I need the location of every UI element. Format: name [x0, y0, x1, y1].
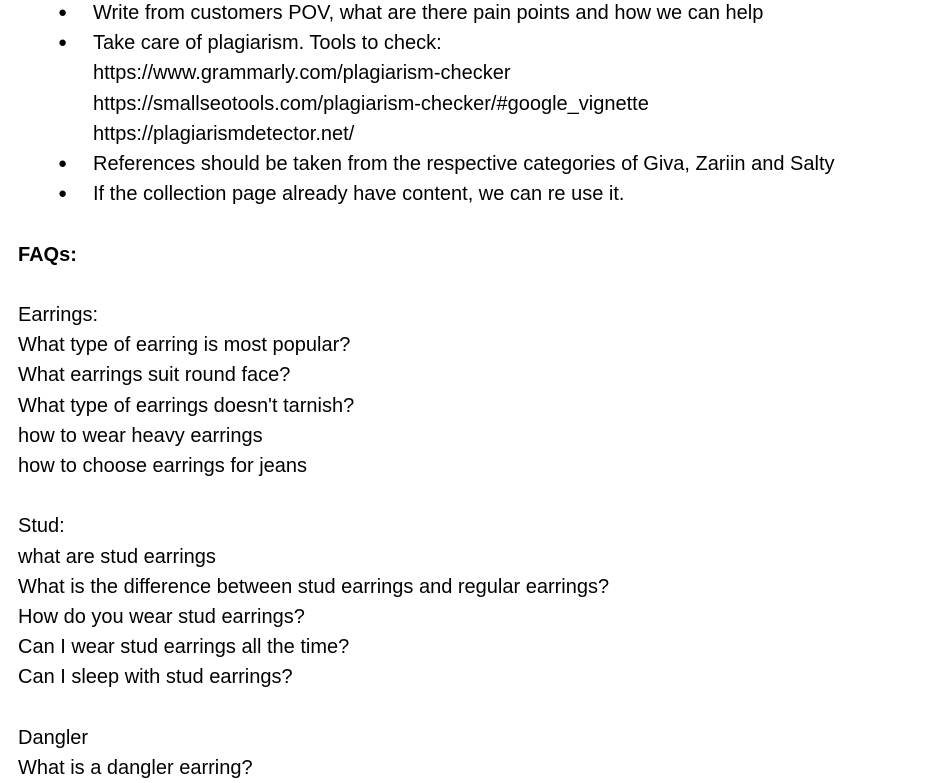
faq-question: Can I wear stud earrings all the time? [18, 636, 350, 659]
faq-question: What type of earring is most popular? [18, 334, 351, 357]
faq-question: What is the difference between stud earrings and regular earrings? [18, 575, 610, 598]
section-heading: Earrings: [18, 304, 99, 326]
section-heading: Dangler [18, 726, 89, 749]
list-item-text: References should be taken from the respective categories of Giva, Zariin and Salty [93, 153, 835, 176]
bullet-icon: ● [58, 155, 68, 173]
list-item [18, 28, 952, 149]
list-item [18, 179, 952, 209]
spacer [18, 209, 952, 239]
faq-question: what are stud earrings [18, 545, 216, 568]
faq-question: How do you wear stud earrings? [18, 606, 305, 629]
faq-question: Can I sleep with stud earrings? [18, 666, 293, 689]
faq-question: What is a dangler earring? [18, 757, 253, 780]
list-item-text: If the collection page already have content, we can re use it. [93, 183, 625, 206]
spacer [18, 270, 952, 300]
faqs-heading: FAQs: [18, 243, 77, 266]
faq-section-stud [18, 511, 952, 692]
faq-question: What earrings suit round face? [18, 364, 291, 387]
section-heading: Stud: [18, 515, 65, 538]
bullet-icon: ● [58, 185, 68, 203]
plagiarismdetector-link[interactable]: https://plagiarismdetector.net/ [93, 122, 355, 145]
list-item [18, 149, 952, 179]
document-body [18, 0, 952, 783]
guidelines-list [18, 0, 952, 209]
list-item-text: Write from customers POV, what are there pain points and how we can help [93, 2, 764, 24]
spacer [18, 481, 952, 511]
grammarly-link[interactable]: https://www.grammarly.com/plagiarism-checker [93, 62, 511, 85]
bullet-icon: ● [58, 34, 68, 52]
faq-question: What type of earrings doesn't tarnish? [18, 394, 355, 417]
faq-section-dangler [18, 723, 952, 783]
bullet-icon: ● [58, 4, 68, 21]
smallseotools-link[interactable]: https://smallseotools.com/plagiarism-checker/#google_vignette [93, 92, 649, 115]
faq-question: how to choose earrings for jeans [18, 455, 308, 478]
list-item-text: Take care of plagiarism. Tools to check: [93, 32, 442, 55]
faq-section-earrings [18, 300, 952, 481]
list-item [18, 0, 952, 28]
faq-question: how to wear heavy earrings [18, 424, 263, 447]
spacer [18, 693, 952, 723]
